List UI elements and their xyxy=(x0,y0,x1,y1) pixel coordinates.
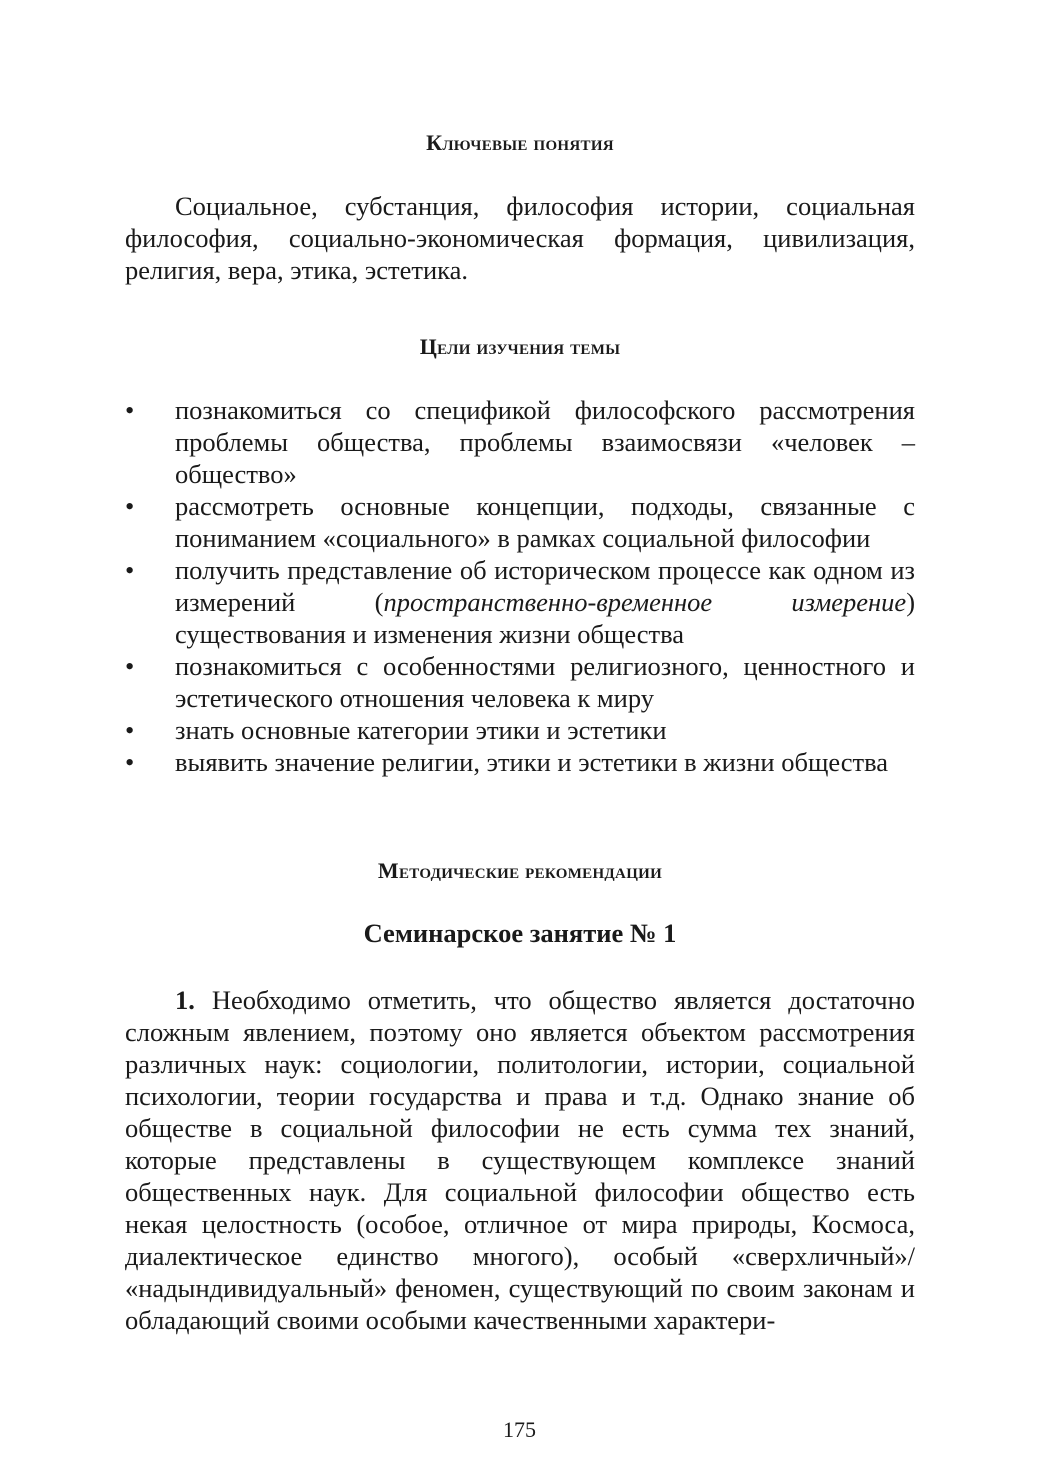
methodical-paragraph xyxy=(125,984,915,1336)
goal-text-emphasis: пространственно-временное измерение xyxy=(383,587,907,617)
bullet-icon: • xyxy=(125,555,135,585)
bullet-icon: • xyxy=(125,715,135,745)
goals-heading: Цели изучения темы xyxy=(419,334,621,359)
goal-item xyxy=(125,714,915,746)
page-number: 175 xyxy=(503,1417,536,1442)
bullet-icon: • xyxy=(125,395,135,425)
goal-item xyxy=(125,746,915,778)
goal-text: рассмотреть основные концепции, подходы, связанные с пониманием «социального» в рамках социальной философии xyxy=(175,491,915,553)
goal-text: выявить значение религии, этики и эстетики в жизни общества xyxy=(175,747,889,777)
seminar-title: Семинарское занятие № 1 xyxy=(363,918,677,948)
goal-text: познакомиться со спецификой философского рассмотрения проблемы общества, проблемы взаимосвязи «человек – общество» xyxy=(175,395,915,489)
goals-list xyxy=(125,394,915,778)
goal-text: знать основные категории этики и эстетики xyxy=(175,715,667,745)
bullet-icon: • xyxy=(125,651,135,681)
goal-item xyxy=(125,394,915,490)
goal-text: познакомиться с особенностями религиозного, ценностного и эстетического отношения человека к миру xyxy=(175,651,915,713)
paragraph-number: 1. xyxy=(175,985,195,1015)
bullet-icon: • xyxy=(125,491,135,521)
goal-text-end: ) существования и изменения жизни общества xyxy=(175,587,916,649)
key-concepts-text: Социальное, субстанция, философия истории, социальная философия, социально-экономическая формация, цивилизация, религия, вера, этика, эстетика. xyxy=(125,191,915,285)
key-concepts-section xyxy=(125,190,915,286)
goal-text-start: получить представление об историческом процессе как одном из измерений ( xyxy=(175,555,915,617)
goal-item xyxy=(125,490,915,554)
methodical-section xyxy=(125,984,915,1336)
bullet-icon: • xyxy=(125,747,135,777)
goal-item xyxy=(125,554,915,650)
goal-item xyxy=(125,650,915,714)
goals-section xyxy=(125,394,915,778)
methodical-heading: Методические рекомендации xyxy=(377,858,663,883)
paragraph-text: Необходимо отметить, что общество является достаточно сложным явлением, поэтому оно является объектом рассмотрения различных наук: социологии, политологии, истории, социальной психологии, теории государства и права и т.д. Однако знание об обществе в социальной философии не есть сумма тех знаний, которые представлены в существующем комплексе знаний общественных наук. Для социальной философии общество есть некая целостность (особое, отличное от мира природы, Космоса, диалектическое единство многого), особый «сверхличный»/ «надындивидуальный» феномен, существующий по своим законам и обладающий своими особыми качественными характери- xyxy=(125,985,915,1335)
key-concepts-heading: Ключевые понятия xyxy=(426,130,614,155)
